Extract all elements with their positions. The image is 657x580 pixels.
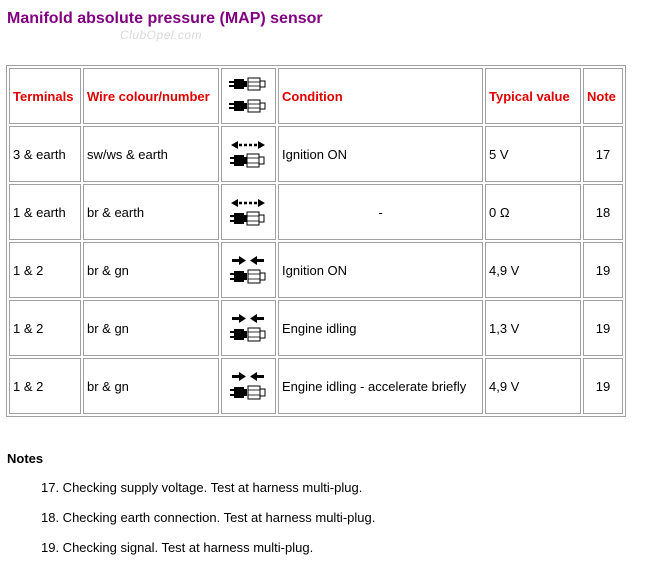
table-row <box>9 126 623 182</box>
cell-icon <box>221 358 276 414</box>
cell-terminals: 3 & earth <box>9 126 81 182</box>
backprobe-disconnected-plug-icon <box>227 252 271 288</box>
cell-condition: Ignition ON <box>278 242 483 298</box>
header-terminals: Terminals <box>9 68 81 124</box>
cell-typical-value: 4,9 V <box>485 358 581 414</box>
cell-note: 19 <box>583 242 623 298</box>
note-item: 17. Checking supply voltage. Test at harness multi-plug. <box>41 480 363 495</box>
cell-condition: - <box>278 184 483 240</box>
measurement-table <box>6 65 626 417</box>
cell-icon <box>221 184 276 240</box>
cell-condition: Ignition ON <box>278 126 483 182</box>
backprobe-disconnected-plug-icon <box>227 368 271 404</box>
header-condition: Condition <box>278 68 483 124</box>
cell-condition: Engine idling - accelerate briefly <box>278 358 483 414</box>
table-row <box>9 358 623 414</box>
cell-wire: br & gn <box>83 358 219 414</box>
cell-note: 19 <box>583 300 623 356</box>
cell-typical-value: 4,9 V <box>485 242 581 298</box>
cell-typical-value: 5 V <box>485 126 581 182</box>
notes-list <box>41 480 375 570</box>
notes-heading: Notes <box>7 451 44 466</box>
cell-condition: Engine idling <box>278 300 483 356</box>
backprobe-connected-plug-icon <box>227 136 271 172</box>
cell-typical-value: 0 Ω <box>485 184 581 240</box>
header-wire-colour: Wire colour/number <box>83 68 219 124</box>
table-row <box>9 184 623 240</box>
backprobe-connected-plug-icon <box>227 194 271 230</box>
cell-note: 17 <box>583 126 623 182</box>
note-item: 18. Checking earth connection. Test at harness multi-plug. <box>41 510 376 525</box>
cell-wire: br & gn <box>83 300 219 356</box>
cell-note: 19 <box>583 358 623 414</box>
cell-wire: br & gn <box>83 242 219 298</box>
table-row <box>9 242 623 298</box>
cell-icon <box>221 242 276 298</box>
cell-wire: sw/ws & earth <box>83 126 219 182</box>
backprobe-disconnected-plug-icon <box>227 310 271 346</box>
note-item: 19. Checking signal. Test at harness multi-plug. <box>41 540 314 555</box>
cell-note: 18 <box>583 184 623 240</box>
connector-pair-icon <box>227 74 271 118</box>
cell-icon <box>221 300 276 356</box>
cell-terminals: 1 & 2 <box>9 300 81 356</box>
cell-wire: br & earth <box>83 184 219 240</box>
cell-terminals: 1 & 2 <box>9 242 81 298</box>
page-title: Manifold absolute pressure (MAP) sensor <box>7 10 323 27</box>
cell-terminals: 1 & earth <box>9 184 81 240</box>
watermark-logo: ClubOpel.com <box>120 28 203 42</box>
header-typical-value: Typical value <box>485 68 581 124</box>
cell-typical-value: 1,3 V <box>485 300 581 356</box>
header-note: Note <box>583 68 623 124</box>
cell-icon <box>221 126 276 182</box>
table-header-row <box>9 68 623 124</box>
cell-terminals: 1 & 2 <box>9 358 81 414</box>
header-connector-icon-cell <box>221 68 276 124</box>
table-row <box>9 300 623 356</box>
